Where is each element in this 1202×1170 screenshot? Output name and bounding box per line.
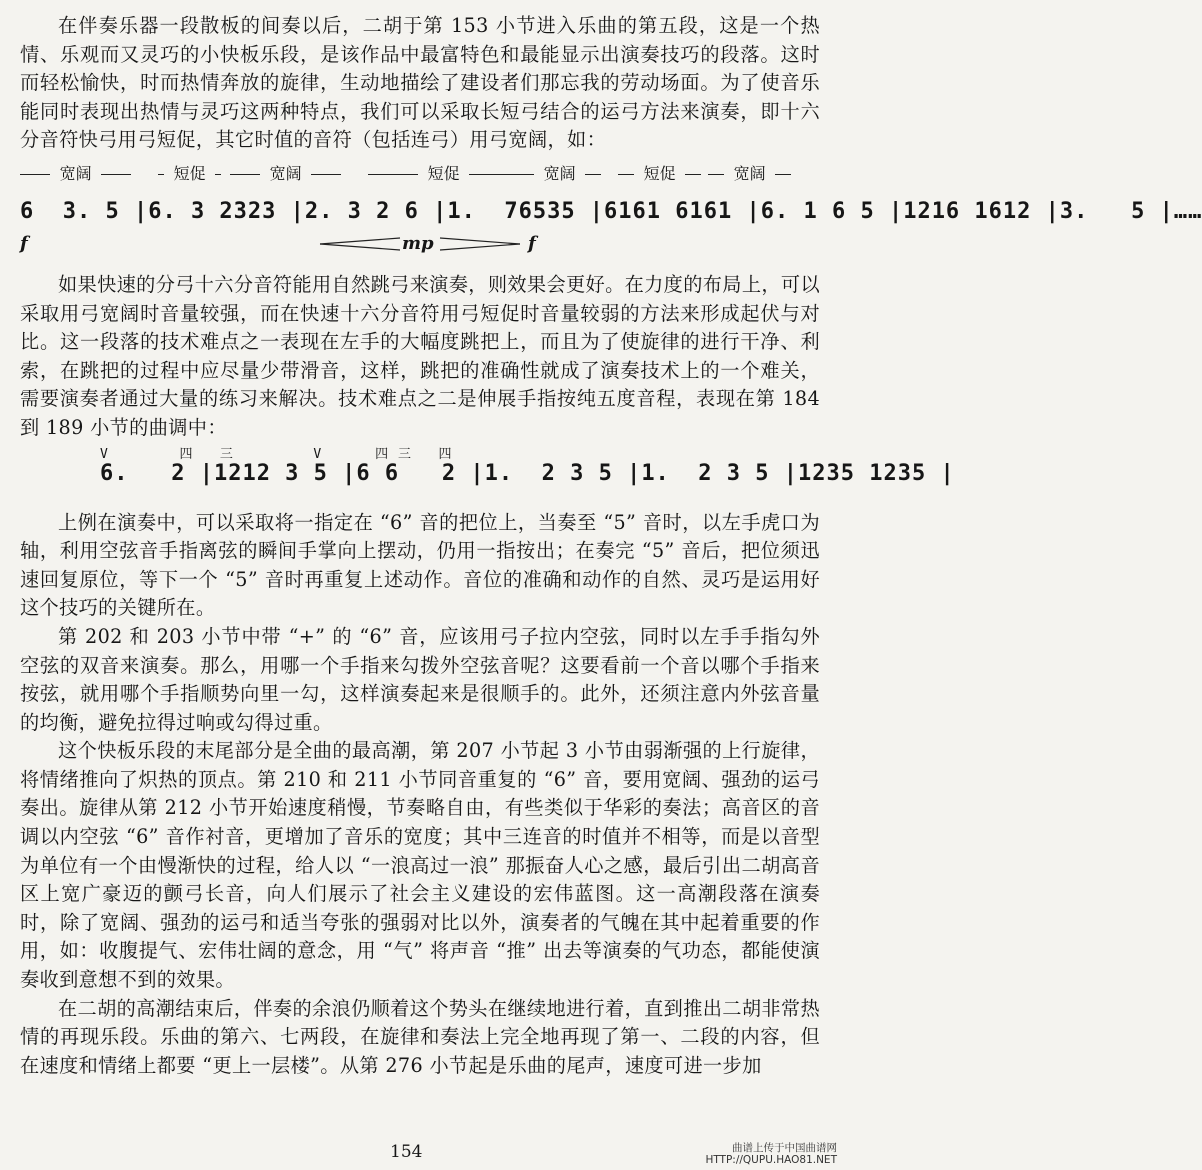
bowing-label: 宽阔 (230, 161, 341, 184)
paragraph: 如果快速的分弓十六分音符能用自然跳弓来演奏，则效果会更好。在力度的布局上，可以采取用弓宽阔时音量较强，而在快速十六分音符用弓短促时音量较弱的方法来形成起伏与对比。这一段落的技术难点之一表现在左手的大幅度跳把上，而且为了使旋律的进行干净、利索，在跳把的过程中应尽量少带滑音，这样，跳把的准确性就成了演奏技术上的一个难关，需要演奏者通过大量的练习来解决。技术难点之二是伸展手指按纯五度音程，表现在第 184 到 189 小节的曲调中： (20, 272, 820, 439)
paragraph: 在二胡的高潮结束后，伴奏的余浪仍顺着这个势头在继续地进行着，直到推出二胡非常热情的再现乐段。乐曲的第六、七两段，在旋律和奏法上完全地再现了第一、二段的内容，但在速度和情绪上都要 “更上一层楼”。从第 276 小节起是乐曲的尾声，速度可进一步加 (20, 996, 820, 1077)
dynamic-mark: f (528, 232, 536, 254)
paragraph: 上例在演奏中，可以采取将一指定在 “6” 音的把位上，当奏至 “5” 音时，以左手虎口为轴，利用空弦音手指离弦的瞬间手掌向上摆动，仍用一指按出；在奏完 “5” 音后，把位须迅速回复原位，等下一个 “5” 音时再重复上述动作。音位的准确和动作的自然、灵巧是运用好这个技巧的关键所在。 (20, 510, 820, 620)
bowing-label: 宽阔 (518, 161, 601, 184)
dynamic-mark: f (20, 232, 28, 254)
watermark (705, 1142, 837, 1166)
bowing-label: 短促 (158, 161, 221, 184)
paragraph: 这个快板乐段的末尾部分是全曲的最高潮，第 207 小节起 3 小节由弱渐强的上行旋律，将情绪推向了炽热的顶点。第 210 和 211 小节同音重复的 “6” 音，要用宽阔、强劲的运弓奏出。旋律从第 212 小节开始速度稍慢，节奏略自由，有些类似于华彩的奏法；高音区的音调以内空弦 “6” 音作衬音，更增加了音乐的宽度；其中三连音的时值并不相等，而是以音型为单位有一个由慢渐快的过程，给人以 “一浪高过一浪” 那振奋人心之感，最后引出二胡高音区上宽广豪迈的颤弓长音，向人们展示了社会主义建设的宏伟蓝图。这一高潮段落在演奏时，除了宽阔、强劲的运弓和适当夸张的强弱对比以外，演奏者的气魄在其中起着重要的作用，如：收腹提气、宏伟壮阔的意念，用 “气” 将声音 “推” 出去等演奏的气功态，都能使演奏收到意想不到的效果。 (20, 739, 820, 992)
bowing-label: 短促 (368, 161, 519, 184)
bowing-label: 宽阔 (708, 161, 791, 184)
bowing-labels (20, 161, 810, 185)
bowing-label: 宽阔 (20, 161, 131, 184)
bowing-label: 短促 (618, 161, 701, 184)
dynamic-mark: mp (402, 232, 434, 254)
music-notation-example-1 (20, 155, 1202, 271)
page-content (20, 12, 1202, 1080)
watermark-url: HTTP://QUPU.HAO81.NET (705, 1154, 837, 1166)
paragraph: 在伴奏乐器一段散板的间奏以后，二胡于第 153 小节进入乐曲的第五段，这是一个热情、乐观而又灵巧的小快板乐段，是该作品中最富特色和最能显示出演奏技巧的段落。这时而轻松愉快，时而热情奔放的旋律，生动地描绘了建设者们那忘我的劳动场面。为了使音乐能同时表现出热情与灵巧这两种特点，我们可以采取长短弓结合的运弓方法来演奏，即十六分音符快弓用弓短促，其它时值的音符（包括连弓）用弓宽阔，如： (20, 14, 820, 152)
paragraph: 第 202 和 203 小节中带 “+” 的 “6” 音，应该用弓子拉内空弦，同时以左手手指勾外空弦的双音来演奏。那么，用哪一个手指来勾拨外空弦音呢？这要看前一个音以哪个手指来按弦，就用哪个手指顺势向里一勾，这样演奏起来是很顺手的。此外，还须注意内外弦音量的均衡，避免拉得过响或勾得过重。 (20, 624, 820, 734)
page-number: 154 (390, 1142, 423, 1162)
music-notation-example-2 (20, 443, 955, 509)
jianpu-notes: 6 3. 5 |6. 3 2323 |2. 3 2 6 |1. 76535 |6161 6161 |6. 1 6 5 |1216 1612 |3. 5 |…… (20, 198, 1202, 224)
fingering-marks: V 四 三 V 四 三 四 (100, 446, 453, 462)
jianpu-notes: 6. 2 |1212 3 5 |6 6 2 |1. 2 3 5 |1. 2 3 5 |1235 1235 | (100, 460, 955, 486)
watermark-line: 曲谱上传于中国曲谱网 (732, 1142, 837, 1154)
